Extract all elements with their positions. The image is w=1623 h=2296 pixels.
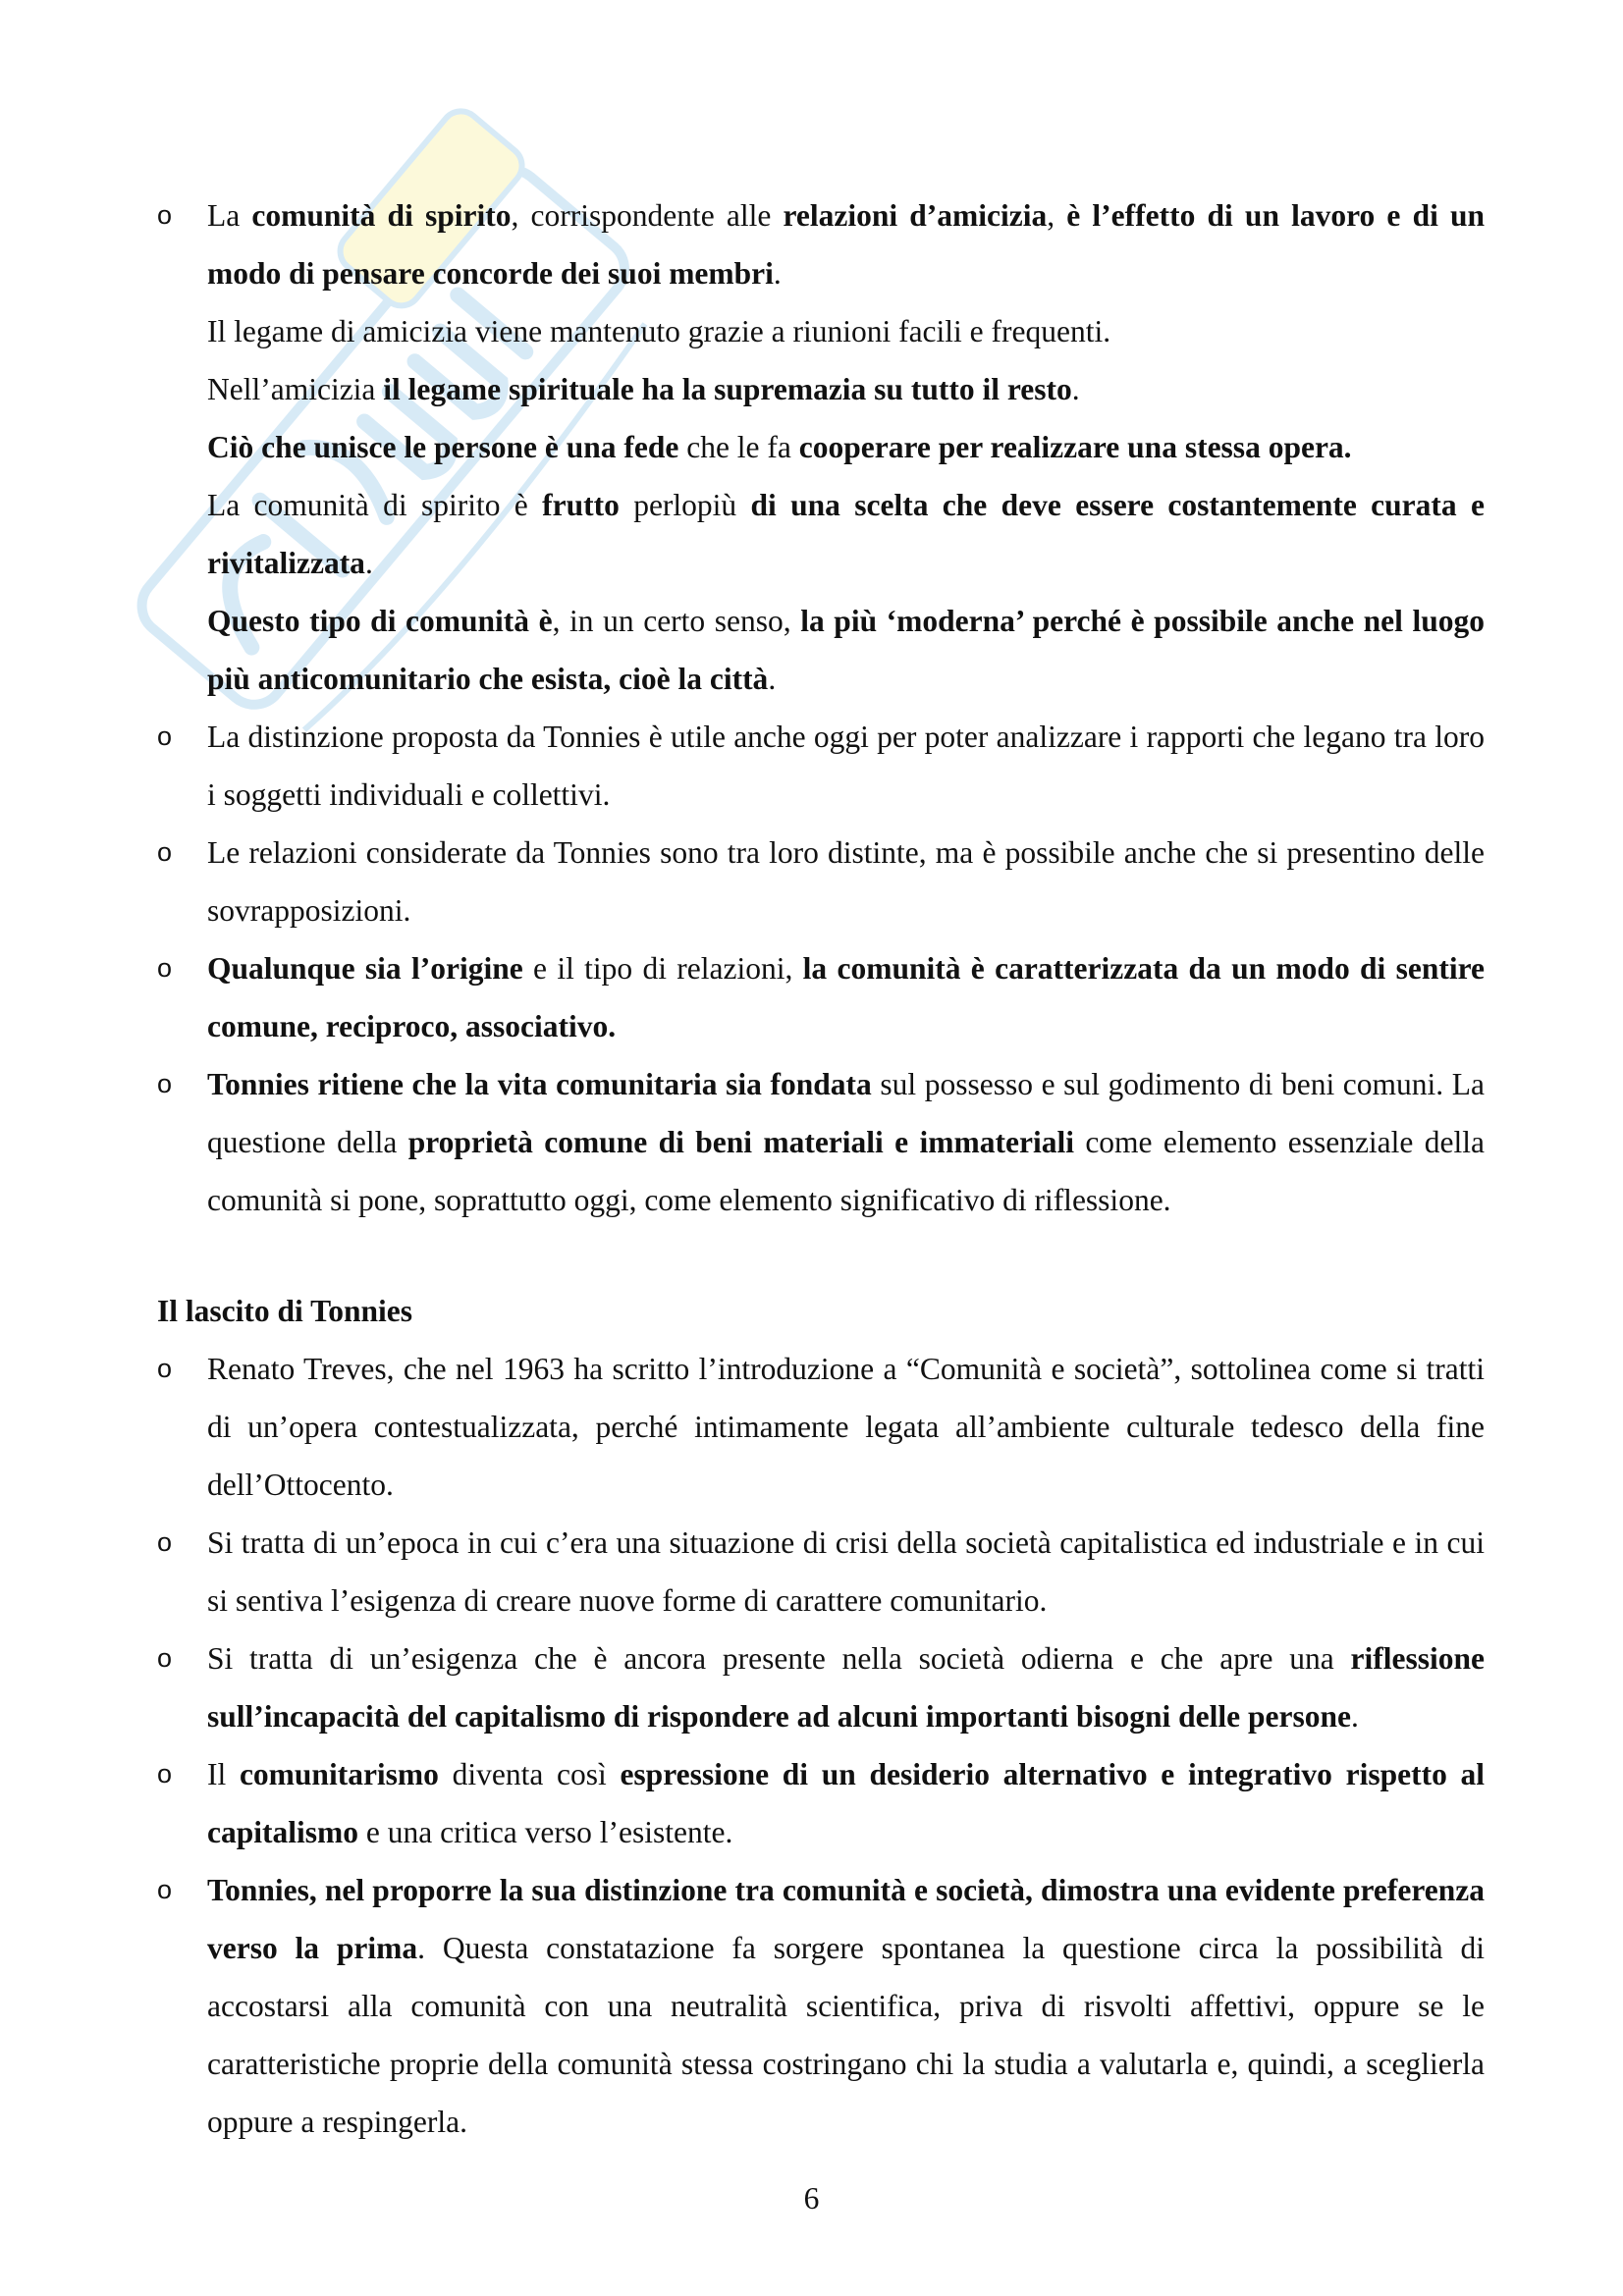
paragraph (207, 1629, 1485, 1745)
bullet-item (157, 939, 1485, 1055)
text-run: , (1047, 198, 1067, 233)
bold-text: di una scelta che deve essere costantemente curata e rivitalizzata (207, 488, 1485, 580)
text-run: . Questa constatazione fa sorgere spontanea la questione circa la possibilità di accostarsi alla comunità con una neutralità scientifica, priva di risvolti affettivi, oppure se le caratteristiche proprie della comunità stessa costringano chi la studia a valutarla e, quindi, a sceglierla oppure a respingerla. (207, 1931, 1485, 2139)
text-run: . (773, 256, 782, 291)
bullet-marker: o (157, 837, 173, 867)
text-run: Renato Treves, che nel 1963 ha scritto l’introduzione a “Comunità e società”, sottolinea come si tratti di un’opera contestualizzata, perché intimamente legata all’ambiente culturale tedesco della fine dell’Ottocento. (207, 1352, 1485, 1502)
bullet-item (157, 1514, 1485, 1629)
bold-text: proprietà comune di beni materiali e immateriali (407, 1125, 1074, 1159)
bold-text: Ciò che unisce le persone è una fede (207, 430, 679, 464)
bullet-marker: o (157, 1069, 173, 1098)
bold-text: la comunità è caratterizzata da un modo di sentire comune, reciproco, associativo. (207, 951, 1485, 1043)
paragraph (207, 418, 1485, 476)
paragraph (207, 1745, 1485, 1861)
paragraph (207, 476, 1485, 592)
bullet-marker: o (157, 1643, 173, 1673)
paragraph (207, 939, 1485, 1055)
paragraph (207, 592, 1485, 708)
bullet-marker: o (157, 1759, 173, 1789)
text-run: Si tratta di un’epoca in cui c’era una situazione di crisi della società capitalistica ed industriale e in cui si sentiva l’esigenza di creare nuove forme di carattere comunitario. (207, 1525, 1485, 1618)
text-run: Il legame di amicizia viene mantenuto grazie a riunioni facili e frequenti. (207, 314, 1111, 348)
bold-text: cooperare per realizzare una stessa opera. (798, 430, 1352, 464)
bullet-marker: o (157, 1875, 173, 1904)
bold-text: comunità di spirito (251, 198, 512, 233)
bold-text: Tonnies, nel proporre la sua distinzione tra comunità e società, dimostra una evidente preferenza verso la prima (207, 1873, 1485, 1965)
text-run: diventa così (438, 1757, 621, 1791)
paragraph (207, 302, 1485, 360)
paragraph (207, 708, 1485, 824)
bold-text: il legame spirituale ha la supremazia su tutto il resto (383, 372, 1072, 406)
section-heading: Il lascito di Tonnies (157, 1294, 412, 1328)
paragraph (207, 360, 1485, 418)
bullet-item (157, 708, 1485, 824)
text-run: come elemento essenziale della comunità si pone, soprattutto oggi, come elemento significativo di riflessione. (207, 1125, 1485, 1217)
page-number: 6 (803, 2181, 820, 2216)
bullet-item (157, 187, 1485, 708)
bullet-item (157, 1340, 1485, 1514)
text-run: che le fa (678, 430, 799, 464)
text-run: Le relazioni considerate da Tonnies sono tra loro distinte, ma è possibile anche che si presentino delle sovrapposizioni. (207, 835, 1485, 928)
bold-text: Tonnies ritiene che la vita comunitaria sia fondata (207, 1067, 872, 1101)
text-run: La (207, 198, 252, 233)
paragraph (207, 187, 1485, 302)
bold-text: espressione di un desiderio alternativo e integrativo rispetto al capitalismo (207, 1757, 1485, 1849)
bold-text: Qualunque sia l’origine (207, 951, 523, 986)
text-run: Si tratta di un’esigenza che è ancora presente nella società odierna e che apre una (207, 1641, 1351, 1676)
text-run: La distinzione proposta da Tonnies è utile anche oggi per poter analizzare i rapporti che legano tra loro i soggetti individuali e collettivi. (207, 720, 1485, 812)
bullet-marker: o (157, 953, 173, 983)
paragraph (207, 1861, 1485, 2151)
paragraph (207, 1340, 1485, 1514)
bullet-marker: o (157, 1354, 173, 1383)
bullet-item (157, 1629, 1485, 1745)
text-run: , corrispondente alle (511, 198, 784, 233)
text-run: , in un certo senso, (552, 604, 801, 638)
bullet-item (157, 824, 1485, 939)
bold-text: la più ‘moderna’ perché è possibile anche nel luogo più anticomunitario che esista, cioè la città (207, 604, 1485, 696)
text-run: . (364, 546, 373, 580)
bold-text: comunitarismo (239, 1757, 439, 1791)
text-run: Nell’amicizia (207, 372, 384, 406)
bullet-item (157, 1861, 1485, 2151)
text-run: . (1071, 372, 1080, 406)
bullet-marker: o (157, 1527, 173, 1557)
paragraph (207, 824, 1485, 939)
text-run: La comunità di spirito è (207, 488, 543, 522)
bullet-marker: o (157, 721, 173, 751)
text-run: sul possesso e sul godimento di beni comuni. La questione della (207, 1067, 1485, 1159)
bullet-item (157, 1745, 1485, 1861)
paragraph (207, 1055, 1485, 1229)
text-run: perlopiù (619, 488, 751, 522)
text-run: . (768, 662, 777, 696)
bold-text: riflessione sull’incapacità del capitalismo di rispondere ad alcuni importanti bisogni delle persone (207, 1641, 1485, 1734)
text-run: . (1351, 1699, 1359, 1734)
bold-text: è l’effetto di un lavoro e di un modo di pensare concorde dei suoi membri (207, 198, 1486, 291)
bold-text: Questo tipo di comunità è (207, 604, 553, 638)
document-page (157, 187, 1485, 2151)
text-run: Il (207, 1757, 240, 1791)
section-community-of-spirit (157, 187, 1485, 1229)
text-run: e una critica verso l’esistente. (358, 1815, 733, 1849)
text-run: e il tipo di relazioni, (522, 951, 803, 986)
paragraph (207, 1514, 1485, 1629)
bold-text: relazioni d’amicizia (783, 198, 1048, 233)
bullet-item (157, 1055, 1485, 1229)
bullet-marker: o (157, 200, 173, 230)
bold-text: frutto (542, 488, 620, 522)
section-legacy-of-tonnies (157, 1340, 1485, 2151)
